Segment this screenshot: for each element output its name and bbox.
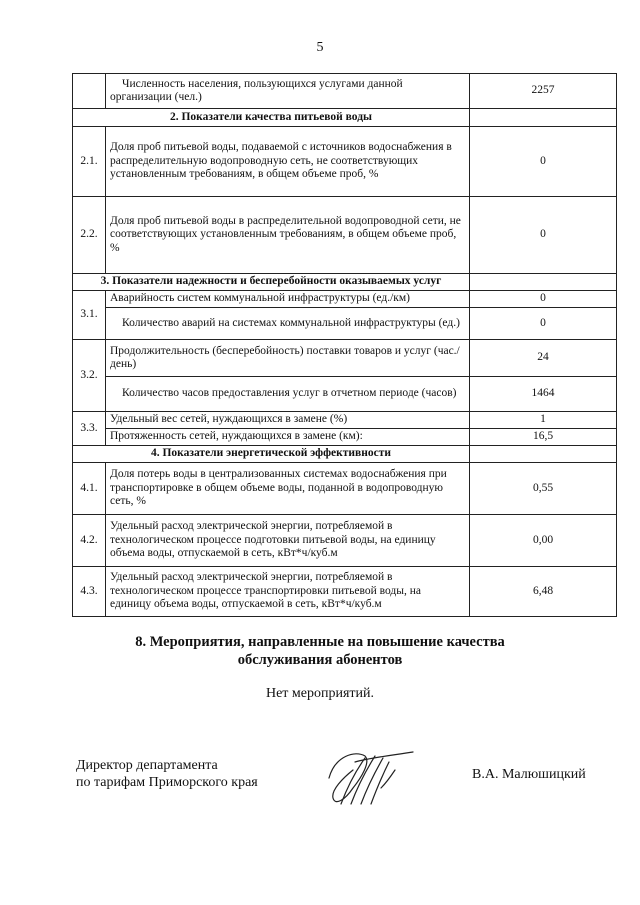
section-header-row (73, 446, 617, 463)
page-number: 5 (316, 40, 324, 55)
table-row (73, 127, 617, 197)
section-8-heading-line2: обслуживания абонентов (237, 652, 403, 668)
row-text: Доля проб питьевой воды, подаваемой с источников водоснабжения в распределительную водопроводную сеть, не соответствующих установленным требованиям, в общем объеме проб, % (106, 127, 470, 197)
signer-title (76, 757, 258, 791)
empty-cell (470, 274, 617, 291)
row-text: Аварийность систем коммунальной инфраструктуры (ед./км) (106, 291, 470, 308)
row-text: Количество аварий на системах коммунальной инфраструктуры (ед.) (106, 308, 470, 340)
row-value: 6,48 (470, 567, 617, 617)
empty-cell (470, 446, 617, 463)
row-number: 4.3. (73, 567, 106, 617)
row-text: Доля проб питьевой воды в распределительной водопроводной сети, не соответствующих установленным требованиям, в общем объеме проб, % (106, 197, 470, 274)
row-value: 1 (470, 412, 617, 429)
table-row (73, 515, 617, 567)
section-4-title: 4. Показатели энергетической эффективности (73, 446, 470, 463)
row-text: Удельный расход электрической энергии, потребляемой в технологическом процессе подготовки питьевой воды, на единицу объема воды, отпускаемой в сеть, кВт*ч/куб.м (106, 515, 470, 567)
row-text: Удельный расход электрической энергии, потребляемой в технологическом процессе транспортировки питьевой воды, на единицу объема воды, отпускаемой в сеть, кВт*ч/куб.м (106, 567, 470, 617)
table-row (73, 291, 617, 308)
table-row (73, 412, 617, 429)
empty-cell (470, 109, 617, 127)
signer-title-line2: по тарифам Приморского края (76, 775, 258, 790)
no-measures-text: Нет мероприятий. (265, 686, 375, 701)
section-3-title: 3. Показатели надежности и бесперебойности оказываемых услуг (73, 274, 470, 291)
row-text: Продолжительность (бесперебойность) поставки товаров и услуг (час./день) (106, 340, 470, 377)
table-row (73, 308, 617, 340)
population-label: Численность населения, пользующихся услугами данной организации (чел.) (106, 74, 470, 109)
signer-name: В.А. Малюшицкий (472, 767, 586, 782)
row-number: 3.3. (73, 412, 106, 446)
table-row (73, 567, 617, 617)
table-row (73, 429, 617, 446)
population-value: 2257 (470, 74, 617, 109)
table-row (73, 74, 617, 109)
row-text: Удельный вес сетей, нуждающихся в замене (%) (106, 412, 470, 429)
row-number: 2.1. (73, 127, 106, 197)
table-row (73, 377, 617, 412)
row-number: 4.1. (73, 463, 106, 515)
handwritten-signature (325, 748, 417, 810)
indicators-table (72, 73, 617, 617)
num-cell (73, 74, 106, 109)
table-row (73, 340, 617, 377)
row-text: Количество часов предоставления услуг в отчетном периоде (часов) (106, 377, 470, 412)
row-value: 16,5 (470, 429, 617, 446)
row-value: 0,55 (470, 463, 617, 515)
table-row (73, 463, 617, 515)
row-value: 24 (470, 340, 617, 377)
row-value: 1464 (470, 377, 617, 412)
row-text: Доля потерь воды в централизованных системах водоснабжения при транспортировке в общем объеме воды, поданной в водопроводную сеть, % (106, 463, 470, 515)
row-value: 0,00 (470, 515, 617, 567)
row-number: 4.2. (73, 515, 106, 567)
section-header-row (73, 274, 617, 291)
table-row (73, 197, 617, 274)
row-text: Протяженность сетей, нуждающихся в замене (км): (106, 429, 470, 446)
section-8-heading (0, 633, 640, 669)
row-value: 0 (470, 308, 617, 340)
row-value: 0 (470, 127, 617, 197)
row-value: 0 (470, 291, 617, 308)
section-8-heading-line1: 8. Мероприятия, направленные на повышение качества (135, 634, 505, 650)
section-2-title: 2. Показатели качества питьевой воды (73, 109, 470, 127)
row-value: 0 (470, 197, 617, 274)
row-number: 3.2. (73, 340, 106, 412)
section-header-row (73, 109, 617, 127)
row-number: 2.2. (73, 197, 106, 274)
row-number: 3.1. (73, 291, 106, 340)
signer-title-line1: Директор департамента (76, 758, 218, 773)
